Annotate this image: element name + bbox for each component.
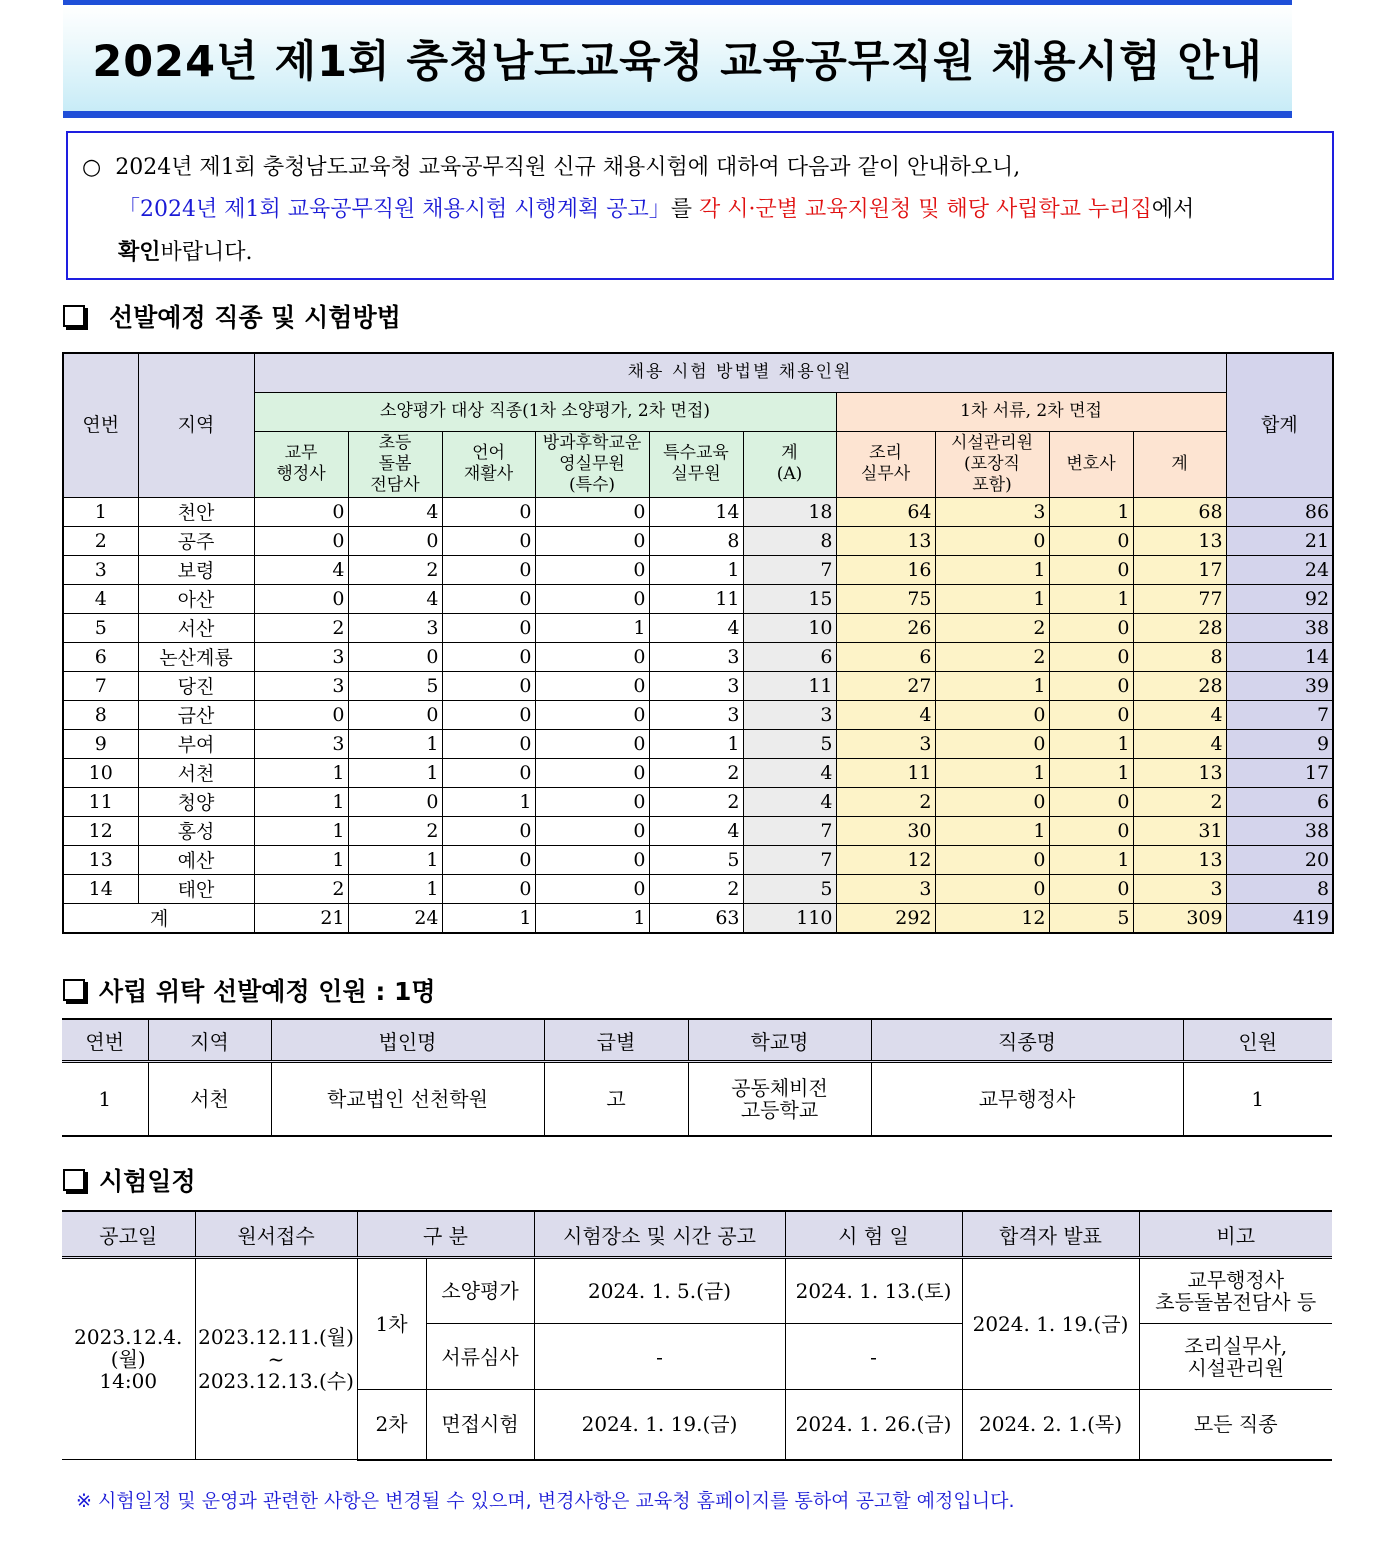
count-special: 2 [649, 787, 743, 816]
count-facility: 1 [935, 584, 1049, 613]
count-facility: 1 [935, 555, 1049, 584]
count-care: 2 [348, 816, 442, 845]
schedule-header: 비고 [1139, 1211, 1332, 1258]
subtotal-b: 8 [1133, 642, 1226, 671]
count-afterschool: 0 [535, 700, 649, 729]
count-afterschool: 0 [535, 816, 649, 845]
notice-line-1 [82, 147, 1316, 189]
count-facility: 1 [935, 671, 1049, 700]
row-total: 14 [1226, 642, 1333, 671]
row-region: 태안 [138, 874, 254, 903]
count-facility: 0 [935, 729, 1049, 758]
total-cell: 21 [254, 903, 348, 933]
private-cell: 서천 [148, 1062, 271, 1137]
section-heading-schedule [63, 1162, 196, 1198]
table-row [63, 845, 1333, 874]
row-no: 2 [63, 526, 138, 555]
count-lawyer: 1 [1049, 758, 1133, 787]
notice-text-1: 2024년 제1회 충청남도교육청 교육공무직원 신규 채용시험에 대하여 다음과 같이 안내하오니, [115, 155, 1021, 180]
table-row [63, 816, 1333, 845]
row-no: 3 [63, 555, 138, 584]
private-cell: 교무행정사 [871, 1062, 1183, 1137]
count-care: 4 [348, 497, 442, 526]
table-row [63, 758, 1333, 787]
row-region: 보령 [138, 555, 254, 584]
count-cook: 16 [836, 555, 935, 584]
section-title: 선발예정 직종 및 시험방법 [109, 303, 401, 332]
header-sub: 특수교육 실무원 [649, 431, 743, 497]
notice-box [66, 131, 1334, 280]
row-no: 5 [63, 613, 138, 642]
table-row [62, 1062, 1332, 1137]
total-cell: 110 [743, 903, 836, 933]
subtotal-a: 5 [743, 729, 836, 758]
subtotal-b: 28 [1133, 613, 1226, 642]
count-speech: 0 [442, 526, 535, 555]
row-total: 21 [1226, 526, 1333, 555]
row-no: 9 [63, 729, 138, 758]
row-total: 92 [1226, 584, 1333, 613]
count-speech: 0 [442, 845, 535, 874]
total-cell: 1 [535, 903, 649, 933]
subtotal-a: 8 [743, 526, 836, 555]
count-cook: 13 [836, 526, 935, 555]
count-care: 0 [348, 642, 442, 671]
table-row [63, 526, 1333, 555]
count-special: 2 [649, 758, 743, 787]
table-row [63, 555, 1333, 584]
positions-table [62, 352, 1334, 934]
row-region: 당진 [138, 671, 254, 700]
count-admin: 2 [254, 874, 348, 903]
subtotal-b: 4 [1133, 729, 1226, 758]
schedule-round-2: 2차 [357, 1390, 426, 1460]
table-row [63, 700, 1333, 729]
header-group-document: 1차 서류, 2차 면접 [836, 392, 1226, 431]
header-sub: 조리 실무사 [836, 431, 935, 497]
row-no: 10 [63, 758, 138, 787]
count-special: 4 [649, 613, 743, 642]
count-cook: 26 [836, 613, 935, 642]
subtotal-a: 7 [743, 555, 836, 584]
count-speech: 0 [442, 874, 535, 903]
row-total: 17 [1226, 758, 1333, 787]
row-total: 20 [1226, 845, 1333, 874]
table-row [63, 497, 1333, 526]
count-admin: 1 [254, 787, 348, 816]
count-afterschool: 0 [535, 642, 649, 671]
schedule-result-date: 2024. 1. 19.(금) [962, 1258, 1139, 1390]
count-lawyer: 0 [1049, 700, 1133, 729]
row-no: 14 [63, 874, 138, 903]
count-lawyer: 0 [1049, 787, 1133, 816]
subtotal-b: 2 [1133, 787, 1226, 816]
subtotal-a: 4 [743, 758, 836, 787]
count-admin: 3 [254, 642, 348, 671]
subtotal-b: 31 [1133, 816, 1226, 845]
row-total: 7 [1226, 700, 1333, 729]
count-speech: 0 [442, 758, 535, 787]
count-speech: 0 [442, 642, 535, 671]
subtotal-b: 13 [1133, 526, 1226, 555]
header-sub: 언어 재활사 [442, 431, 535, 497]
count-care: 3 [348, 613, 442, 642]
checkbox-square-icon [63, 305, 85, 327]
count-lawyer: 0 [1049, 671, 1133, 700]
count-care: 2 [348, 555, 442, 584]
count-admin: 0 [254, 700, 348, 729]
count-care: 4 [348, 584, 442, 613]
table-row [62, 1258, 1332, 1324]
count-admin: 0 [254, 584, 348, 613]
count-speech: 0 [442, 584, 535, 613]
count-special: 11 [649, 584, 743, 613]
private-cell: 공동체비전 고등학교 [688, 1062, 871, 1137]
count-special: 3 [649, 700, 743, 729]
schedule-venue: 2024. 1. 5.(금) [534, 1258, 785, 1324]
count-admin: 0 [254, 526, 348, 555]
subtotal-b: 3 [1133, 874, 1226, 903]
count-lawyer: 1 [1049, 729, 1133, 758]
count-admin: 0 [254, 497, 348, 526]
header-region: 지역 [138, 353, 254, 497]
count-special: 5 [649, 845, 743, 874]
count-speech: 0 [442, 729, 535, 758]
count-speech: 0 [442, 816, 535, 845]
subtotal-a: 4 [743, 787, 836, 816]
schedule-venue: - [534, 1324, 785, 1390]
subtotal-a: 3 [743, 700, 836, 729]
count-admin: 2 [254, 613, 348, 642]
count-afterschool: 0 [535, 671, 649, 700]
count-facility: 1 [935, 758, 1049, 787]
private-header: 연번 [62, 1019, 148, 1062]
count-afterschool: 0 [535, 729, 649, 758]
count-admin: 1 [254, 758, 348, 787]
count-facility: 0 [935, 700, 1049, 729]
schedule-note: 교무행정사 초등돌봄전담사 등 [1139, 1258, 1332, 1324]
schedule-header: 시험장소 및 시간 공고 [534, 1211, 785, 1258]
total-cell: 5 [1049, 903, 1133, 933]
subtotal-b: 13 [1133, 758, 1226, 787]
total-cell: 12 [935, 903, 1049, 933]
count-special: 1 [649, 729, 743, 758]
count-cook: 64 [836, 497, 935, 526]
notice-bullet: ○ [82, 155, 102, 180]
count-special: 1 [649, 555, 743, 584]
private-cell: 고 [544, 1062, 688, 1137]
private-table [62, 1018, 1332, 1137]
title-banner [63, 0, 1292, 118]
private-header: 법인명 [271, 1019, 544, 1062]
subtotal-a: 10 [743, 613, 836, 642]
count-cook: 3 [836, 729, 935, 758]
count-admin: 1 [254, 845, 348, 874]
count-cook: 11 [836, 758, 935, 787]
row-region: 서산 [138, 613, 254, 642]
count-lawyer: 1 [1049, 584, 1133, 613]
count-cook: 2 [836, 787, 935, 816]
count-special: 4 [649, 816, 743, 845]
row-total: 38 [1226, 816, 1333, 845]
total-cell: 1 [442, 903, 535, 933]
header-method: 채용 시험 방법별 채용인원 [254, 353, 1226, 392]
count-afterschool: 0 [535, 526, 649, 555]
row-region: 금산 [138, 700, 254, 729]
schedule-round-1: 1차 [357, 1258, 426, 1390]
count-cook: 6 [836, 642, 935, 671]
row-region: 홍성 [138, 816, 254, 845]
header-total: 합계 [1226, 353, 1333, 497]
count-afterschool: 0 [535, 787, 649, 816]
schedule-type: 서류심사 [426, 1324, 534, 1390]
subtotal-b: 28 [1133, 671, 1226, 700]
count-speech: 1 [442, 787, 535, 816]
section-heading-private [63, 972, 436, 1008]
total-cell: 419 [1226, 903, 1333, 933]
count-special: 2 [649, 874, 743, 903]
count-admin: 1 [254, 816, 348, 845]
schedule-table [62, 1210, 1332, 1461]
subtotal-b: 68 [1133, 497, 1226, 526]
schedule-header: 구 분 [357, 1211, 534, 1258]
section-heading-positions [63, 298, 401, 334]
row-total: 8 [1226, 874, 1333, 903]
row-no: 6 [63, 642, 138, 671]
table-row [63, 613, 1333, 642]
count-care: 0 [348, 700, 442, 729]
schedule-announce-date: 2023.12.4.(월) 14:00 [62, 1258, 195, 1460]
count-facility: 1 [935, 816, 1049, 845]
schedule-venue: 2024. 1. 19.(금) [534, 1390, 785, 1460]
schedule-exam-date: 2024. 1. 13.(토) [785, 1258, 962, 1324]
notice-line-2 [82, 189, 1316, 231]
count-care: 1 [348, 729, 442, 758]
count-afterschool: 0 [535, 845, 649, 874]
count-lawyer: 0 [1049, 874, 1133, 903]
schedule-exam-date: - [785, 1324, 962, 1390]
row-total: 6 [1226, 787, 1333, 816]
count-care: 0 [348, 526, 442, 555]
count-afterschool: 0 [535, 758, 649, 787]
row-no: 12 [63, 816, 138, 845]
count-facility: 2 [935, 613, 1049, 642]
subtotal-b: 77 [1133, 584, 1226, 613]
count-afterschool: 0 [535, 555, 649, 584]
row-total: 24 [1226, 555, 1333, 584]
count-special: 3 [649, 671, 743, 700]
header-sub: 초등 돌봄 전담사 [348, 431, 442, 497]
subtotal-b: 4 [1133, 700, 1226, 729]
row-region: 청양 [138, 787, 254, 816]
row-region: 공주 [138, 526, 254, 555]
count-speech: 0 [442, 613, 535, 642]
row-total: 38 [1226, 613, 1333, 642]
schedule-exam-date: 2024. 1. 26.(금) [785, 1390, 962, 1460]
header-sub: 계 (A) [743, 431, 836, 497]
row-region: 부여 [138, 729, 254, 758]
private-header: 직종명 [871, 1019, 1183, 1062]
header-group-aptitude: 소양평가 대상 직종(1차 소양평가, 2차 면접) [254, 392, 836, 431]
section-title: 사립 위탁 선발예정 인원 : 1명 [99, 977, 436, 1006]
total-label: 계 [63, 903, 254, 933]
subtotal-a: 7 [743, 845, 836, 874]
row-no: 8 [63, 700, 138, 729]
row-total: 86 [1226, 497, 1333, 526]
private-header: 지역 [148, 1019, 271, 1062]
count-admin: 4 [254, 555, 348, 584]
count-cook: 12 [836, 845, 935, 874]
positions-table-body [63, 497, 1333, 933]
schedule-result-date: 2024. 2. 1.(목) [962, 1390, 1139, 1460]
total-cell: 63 [649, 903, 743, 933]
row-no: 13 [63, 845, 138, 874]
row-no: 7 [63, 671, 138, 700]
subtotal-a: 11 [743, 671, 836, 700]
count-speech: 0 [442, 671, 535, 700]
notice-plan-title: 「2024년 제1회 교육공무직원 채용시험 시행계획 공고」 [118, 197, 671, 222]
schedule-header: 공고일 [62, 1211, 195, 1258]
count-special: 14 [649, 497, 743, 526]
section-title: 시험일정 [99, 1167, 196, 1196]
schedule-note: 모든 직종 [1139, 1390, 1332, 1460]
total-cell: 309 [1133, 903, 1226, 933]
count-afterschool: 0 [535, 584, 649, 613]
private-cell: 학교법인 선천학원 [271, 1062, 544, 1137]
table-row [63, 729, 1333, 758]
count-lawyer: 0 [1049, 613, 1133, 642]
row-no: 11 [63, 787, 138, 816]
subtotal-a: 5 [743, 874, 836, 903]
count-cook: 75 [836, 584, 935, 613]
notice-confirm: 확인 [118, 239, 161, 265]
row-region: 천안 [138, 497, 254, 526]
header-sub: 방과후학교운 영실무원 (특수) [535, 431, 649, 497]
count-special: 3 [649, 642, 743, 671]
schedule-note: 조리실무사, 시설관리원 [1139, 1324, 1332, 1390]
row-region: 논산계룡 [138, 642, 254, 671]
header-sub: 시설관리원 (포장직 포함) [935, 431, 1049, 497]
checkbox-square-icon [63, 979, 85, 1001]
total-row [63, 903, 1333, 933]
count-care: 1 [348, 845, 442, 874]
schedule-header: 시 험 일 [785, 1211, 962, 1258]
row-region: 서천 [138, 758, 254, 787]
subtotal-a: 18 [743, 497, 836, 526]
row-no: 4 [63, 584, 138, 613]
count-speech: 0 [442, 555, 535, 584]
count-cook: 27 [836, 671, 935, 700]
count-facility: 0 [935, 874, 1049, 903]
table-row [63, 874, 1333, 903]
schedule-type: 면접시험 [426, 1390, 534, 1460]
count-special: 8 [649, 526, 743, 555]
row-region: 예산 [138, 845, 254, 874]
count-lawyer: 1 [1049, 497, 1133, 526]
total-cell: 292 [836, 903, 935, 933]
notice-text-2a: 를 [670, 197, 699, 222]
row-total: 39 [1226, 671, 1333, 700]
count-lawyer: 0 [1049, 642, 1133, 671]
total-cell: 24 [348, 903, 442, 933]
count-cook: 30 [836, 816, 935, 845]
count-care: 1 [348, 758, 442, 787]
count-lawyer: 0 [1049, 526, 1133, 555]
count-afterschool: 0 [535, 497, 649, 526]
count-speech: 0 [442, 497, 535, 526]
count-speech: 0 [442, 700, 535, 729]
private-header: 인원 [1183, 1019, 1332, 1062]
row-total: 9 [1226, 729, 1333, 758]
table-row [63, 642, 1333, 671]
subtotal-a: 6 [743, 642, 836, 671]
count-care: 1 [348, 874, 442, 903]
table-row [63, 671, 1333, 700]
private-cell: 1 [1183, 1062, 1332, 1137]
count-cook: 4 [836, 700, 935, 729]
subtotal-a: 15 [743, 584, 836, 613]
count-facility: 0 [935, 845, 1049, 874]
count-cook: 3 [836, 874, 935, 903]
count-afterschool: 0 [535, 874, 649, 903]
private-header: 학교명 [688, 1019, 871, 1062]
count-afterschool: 1 [535, 613, 649, 642]
notice-text-2b: 에서 [1151, 197, 1195, 222]
count-lawyer: 0 [1049, 816, 1133, 845]
count-lawyer: 0 [1049, 555, 1133, 584]
count-admin: 3 [254, 671, 348, 700]
count-facility: 0 [935, 526, 1049, 555]
header-no: 연번 [63, 353, 138, 497]
row-no: 1 [63, 497, 138, 526]
count-lawyer: 1 [1049, 845, 1133, 874]
page-title: 2024년 제1회 충청남도교육청 교육공무직원 채용시험 안내 [92, 36, 1263, 87]
count-care: 0 [348, 787, 442, 816]
row-region: 아산 [138, 584, 254, 613]
count-facility: 3 [935, 497, 1049, 526]
private-header: 급별 [544, 1019, 688, 1062]
count-care: 5 [348, 671, 442, 700]
notice-line-3 [82, 231, 1316, 274]
footnote: ※ 시험일정 및 운영과 관련한 사항은 변경될 수 있으며, 변경사항은 교육청 홈페이지를 통하여 공고할 예정입니다. [76, 1490, 1015, 1512]
notice-where: 각 시·군별 교육지원청 및 해당 사립학교 누리집 [699, 197, 1152, 222]
notice-text-3: 바랍니다. [160, 240, 253, 265]
schedule-type: 소양평가 [426, 1258, 534, 1324]
table-row [63, 787, 1333, 816]
count-admin: 3 [254, 729, 348, 758]
count-facility: 0 [935, 787, 1049, 816]
header-sub: 변호사 [1049, 431, 1133, 497]
schedule-apply-period: 2023.12.11.(월) ~ 2023.12.13.(수) [195, 1258, 357, 1460]
schedule-header: 합격자 발표 [962, 1211, 1139, 1258]
subtotal-a: 7 [743, 816, 836, 845]
header-sub: 교무 행정사 [254, 431, 348, 497]
header-sub: 계 [1133, 431, 1226, 497]
schedule-header: 원서접수 [195, 1211, 357, 1258]
subtotal-b: 13 [1133, 845, 1226, 874]
count-facility: 2 [935, 642, 1049, 671]
subtotal-b: 17 [1133, 555, 1226, 584]
private-cell: 1 [62, 1062, 148, 1137]
table-row [63, 584, 1333, 613]
checkbox-square-icon [63, 1169, 85, 1191]
